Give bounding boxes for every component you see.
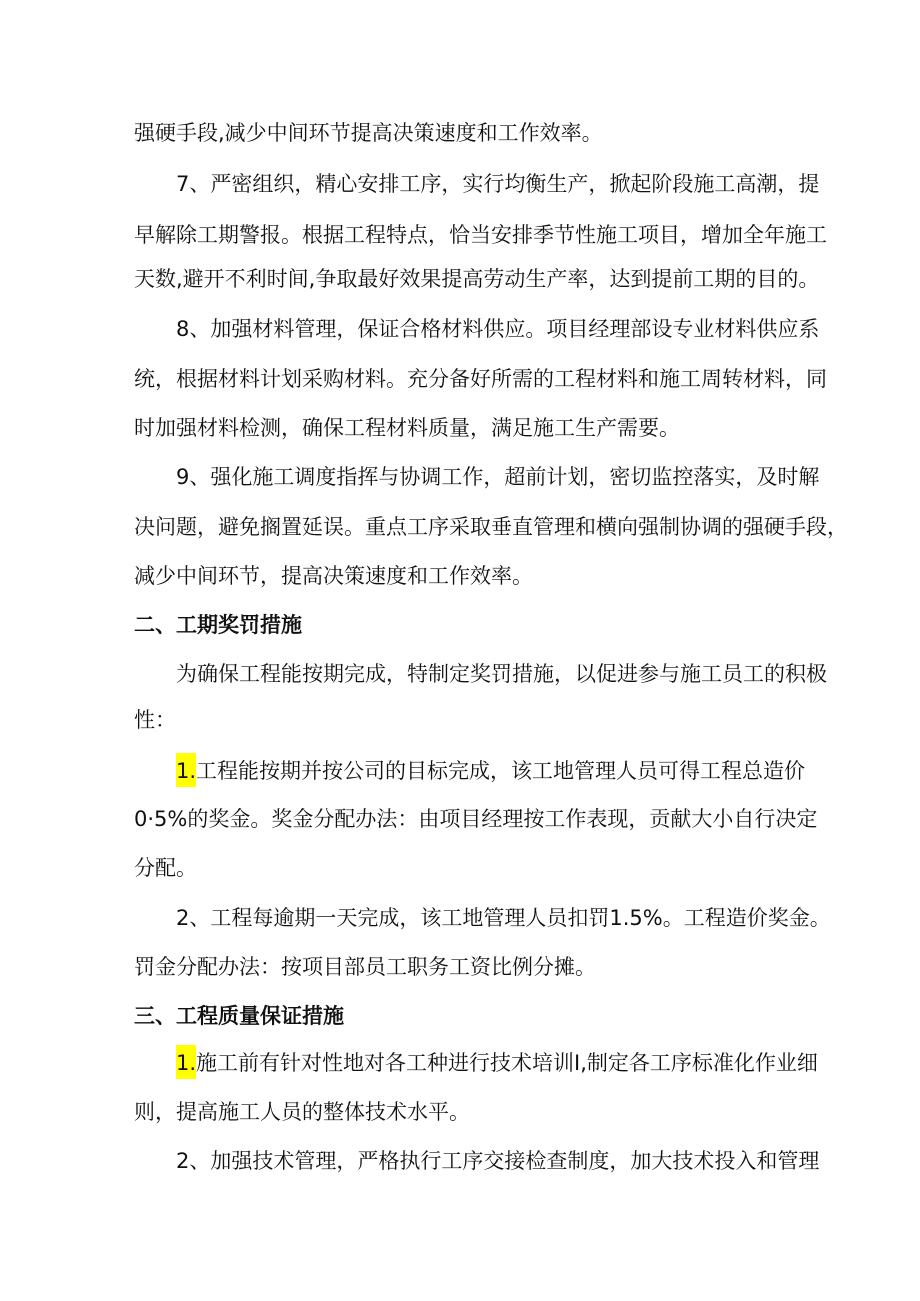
paragraph-line: 决问题，避免搁置延误。重点工序采取垂直管理和横向强制协调的强硬手段，	[134, 515, 848, 539]
paragraph-line: 强硬手段,减少中间环节提高决策速度和工作效率。	[134, 121, 603, 145]
paragraph-line: 早解除工期警报。根据工程特点，恰当安排季节性施工项目，增加全年施工	[134, 223, 827, 247]
list-item-line	[176, 755, 805, 787]
paragraph-line: 罚金分配办法：按项目部员工职务工资比例分摊。	[134, 955, 596, 979]
paragraph-line: 8、加强材料管理，保证合格材料供应。项目经理部设专业材料供应系	[176, 317, 820, 341]
paragraph-line: 7、严密组织，精心安排工序，实行均衡生产，掀起阶段施工高潮，提	[176, 172, 820, 196]
paragraph-line: 分配。	[134, 856, 197, 880]
paragraph-line: 性：	[134, 708, 176, 732]
paragraph-line: 0·5%的奖金。奖金分配办法：由项目经理按工作表现，贡献大小自行决定	[134, 807, 818, 831]
highlighted-list-marker: 1.	[176, 753, 196, 787]
paragraph-line: 2、工程每逾期一天完成，该工地管理人员扣罚1.5%。工程造价奖金。	[176, 906, 831, 930]
paragraph-line: 9、强化施工调度指挥与协调工作，超前计划，密切监控落实，及时解	[176, 465, 820, 489]
highlighted-list-marker: 1.	[176, 1045, 196, 1079]
paragraph-line: 时加强材料检测，确保工程材料质量，满足施工生产需要。	[134, 416, 680, 440]
paragraph-line: 天数,避开不利时间,争取最好效果提高劳动生产率，达到提前工期的目的。	[134, 267, 820, 291]
section-heading: 三、工程质量保证措施	[134, 1004, 344, 1028]
list-item-text: 工程能按期并按公司的目标完成，该工地管理人员可得工程总造价	[196, 759, 806, 783]
list-item-line	[176, 1047, 818, 1079]
list-item-text: 施工前有针对性地对各工种进行技术培训I,制定各工序标准化作业细	[196, 1051, 818, 1075]
paragraph-line: 减少中间环节，提高决策速度和工作效率。	[134, 564, 533, 588]
paragraph-line: 2、加强技术管理，严格执行工序交接检查制度，加大技术投入和管理	[176, 1149, 820, 1173]
section-heading: 二、工期奖罚措施	[134, 613, 302, 637]
paragraph-line: 则，提高施工人员的整体技术水平。	[134, 1100, 470, 1124]
paragraph-line: 统，根据材料计划采购材料。充分备好所需的工程材料和施工周转材料，同	[134, 367, 827, 391]
paragraph-line: 为确保工程能按期完成，特制定奖罚措施，以促进参与施工员工的积极	[176, 662, 827, 686]
